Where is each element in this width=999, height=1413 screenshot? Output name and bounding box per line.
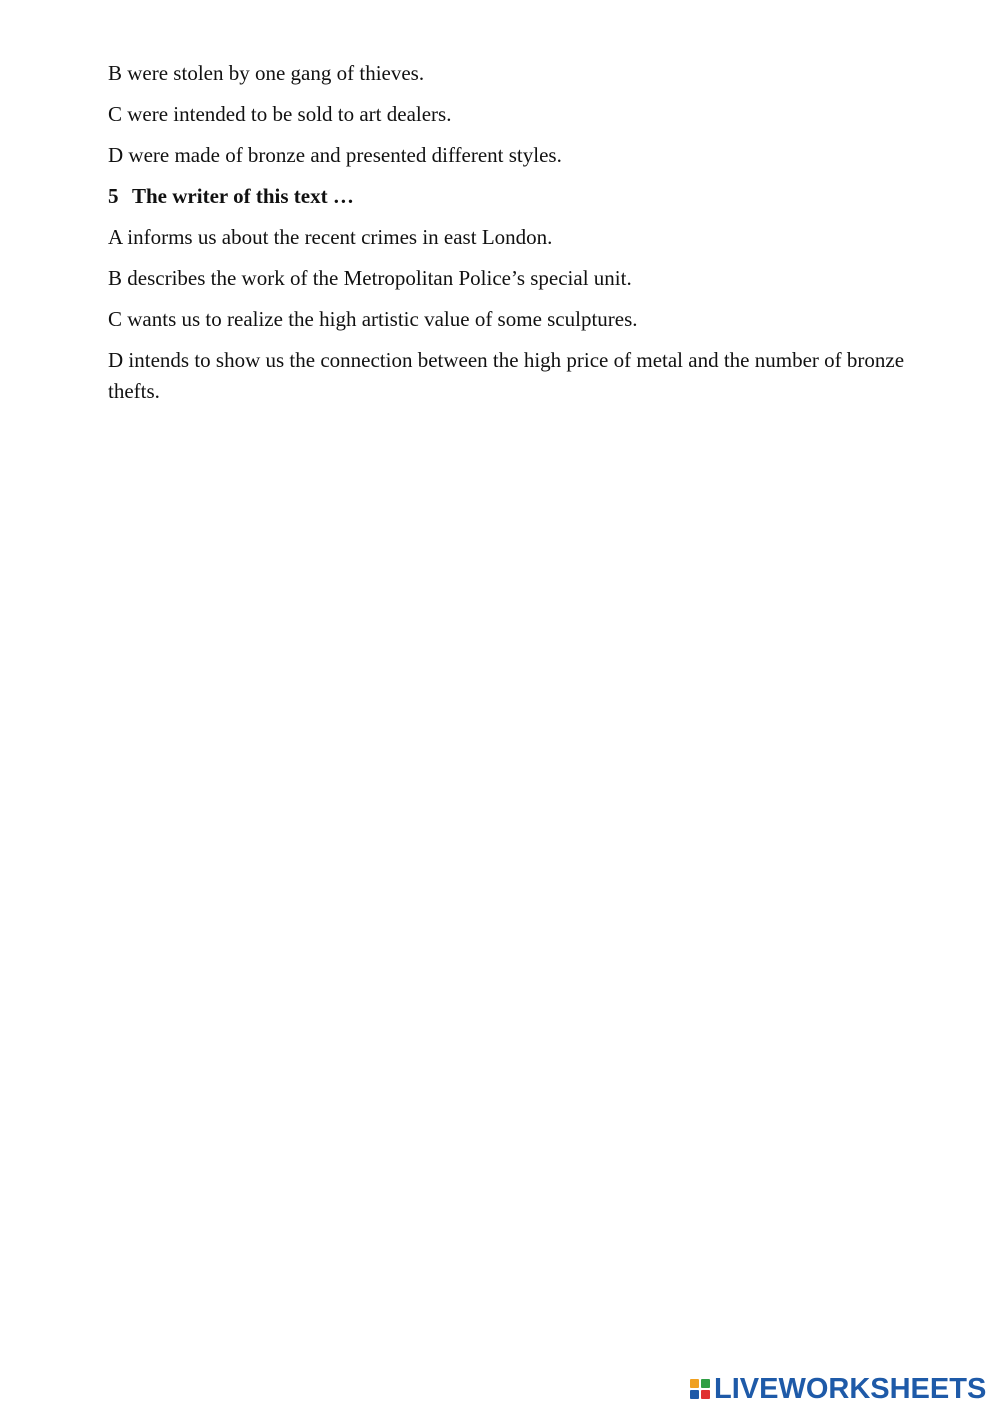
- logo-tile-1: [690, 1379, 699, 1388]
- q4-option-d: D were made of bronze and presented different styles.: [108, 143, 562, 167]
- q5-title: The writer of this text …: [132, 184, 354, 208]
- q5-option-b: B describes the work of the Metropolitan Police’s special unit.: [108, 266, 632, 290]
- q5-option-a: A informs us about the recent crimes in east London.: [108, 225, 553, 249]
- logo-tile-4: [701, 1390, 710, 1399]
- worksheet-content: [108, 58, 934, 417]
- logo-text: LIVEWORKSHEETS: [714, 1373, 987, 1405]
- liveworksheets-logo: [690, 1374, 986, 1404]
- q4-option-c: C were intended to be sold to art dealers.: [108, 102, 452, 126]
- q5-number: 5: [108, 184, 119, 208]
- q5-option-d: D intends to show us the connection between the high price of metal and the number of bronze thefts.: [108, 348, 905, 403]
- q5-heading: [108, 181, 934, 212]
- logo-tile-3: [690, 1390, 699, 1399]
- q5-option-c: C wants us to realize the high artistic value of some sculptures.: [108, 307, 638, 331]
- q4-option-b: B were stolen by one gang of thieves.: [108, 61, 425, 85]
- logo-mark-icon: [690, 1379, 710, 1399]
- logo-tile-2: [701, 1379, 710, 1388]
